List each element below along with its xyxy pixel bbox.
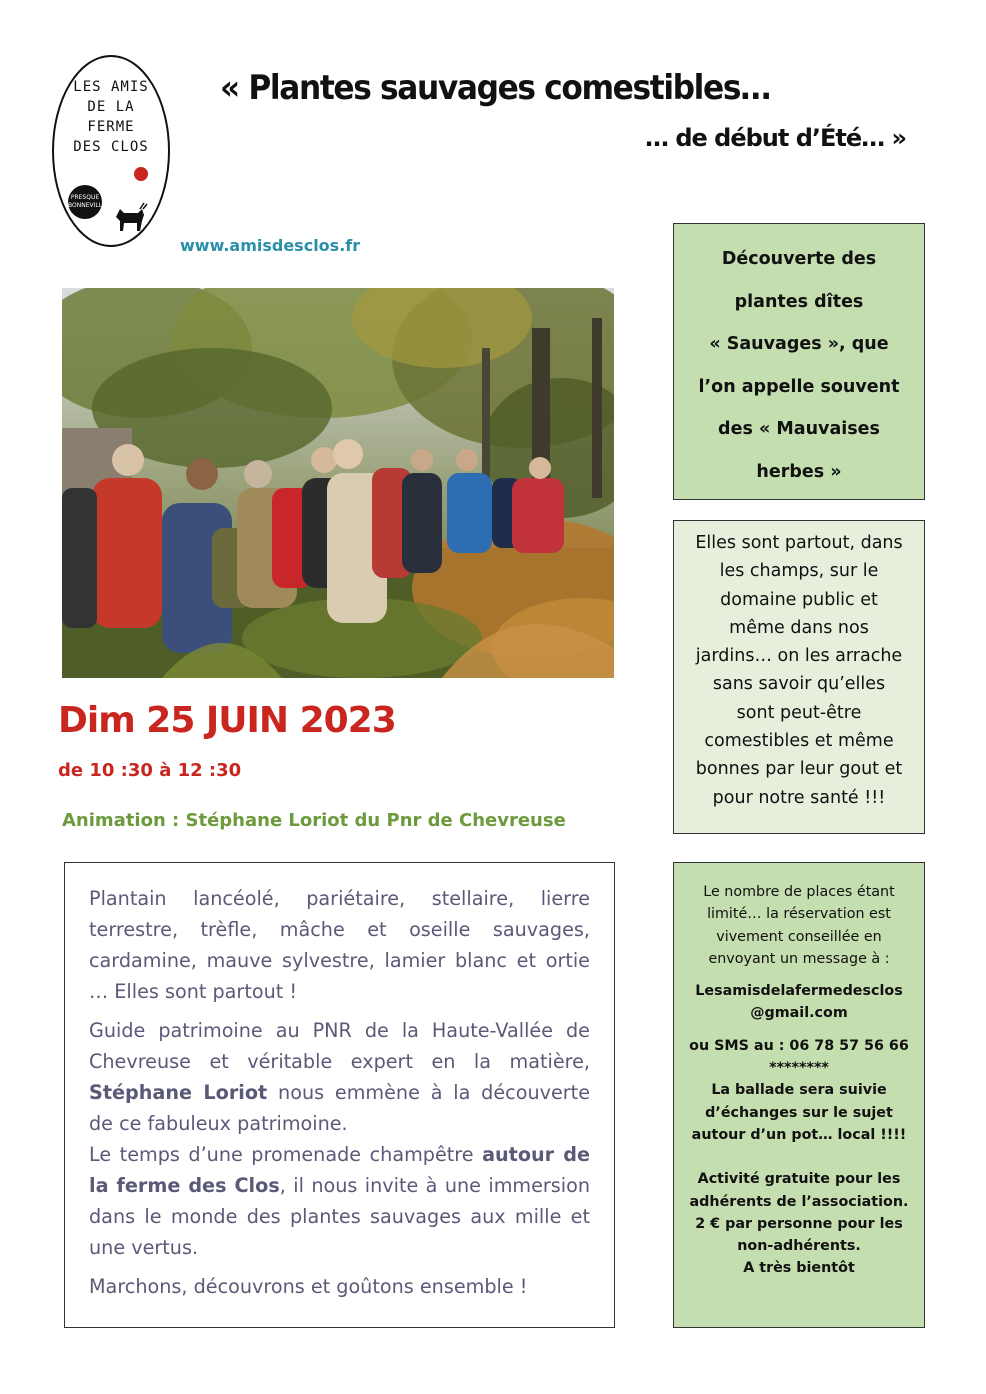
ballade-line: La ballade sera suivie (711, 1082, 887, 1099)
intro-box (673, 223, 925, 500)
logo-line: LES AMIS (73, 79, 149, 95)
description-paragraph: Guide patrimoine au PNR de la Haute-Vallée de Chevreuse et véritable expert en la matière, Stéphane Loriot nous emmène à la découverte de ce fabuleux patrimoine. (89, 1019, 590, 1135)
ballade-line: autour d’un pot… local !!!! (691, 1126, 907, 1143)
description-paragraph: Le temps d’une promenade champêtre autour de la ferme des Clos, il nous invite à une immersion dans le monde des plantes sauvages aux mille et une vertus. (89, 1143, 591, 1259)
guide-name: Stéphane Loriot (89, 1081, 268, 1104)
logo-text (54, 77, 168, 157)
event-animator: Animation : Stéphane Loriot du Pnr de Chevreuse (62, 810, 566, 831)
page-subtitle: … de début d’Été… » (644, 124, 906, 152)
email-domain[interactable]: @gmail.com (750, 1005, 848, 1022)
intro-line: « Sauvages », que (709, 334, 889, 354)
tomato-icon (134, 167, 148, 181)
logo-line: DE LA (87, 99, 135, 115)
logo (52, 55, 170, 247)
description-box (64, 862, 615, 1328)
intro-line: plantes dîtes (734, 291, 864, 312)
intro-line: herbes » (756, 461, 842, 482)
info-line: sont peut-être (736, 702, 862, 723)
goat-icon (110, 197, 150, 237)
info-line: pour notre santé !!! (712, 787, 886, 808)
info-line: bonnes par leur gout et (695, 759, 903, 780)
info-line: sans savoir qu’elles (712, 674, 886, 695)
info-line: Elles sont partout, dans (695, 533, 903, 553)
website-link[interactable]: www.amisdesclos.fr (180, 236, 361, 255)
ballade-line: d’échanges sur le sujet (705, 1104, 893, 1121)
logo-badge: PRESQUE BONNEVILLE! (68, 185, 102, 219)
intro-line: l’on appelle souvent (698, 376, 900, 397)
intro-line: des « Mauvaises (718, 419, 880, 439)
info-line: jardins… on les arrache (695, 646, 903, 667)
logo-line: FERME (87, 119, 135, 135)
pricing-line: Activité gratuite pour les (697, 1171, 901, 1188)
info-box (673, 520, 925, 834)
email-address[interactable]: Lesamisdelafermedesclos (695, 983, 903, 1000)
intro-line: Découverte des (721, 249, 877, 269)
page-title: « Plantes sauvages comestibles… (220, 68, 770, 108)
info-line: domaine public et (720, 589, 878, 610)
description-paragraph: Plantain lancéolé, pariétaire, stellaire, lierre terrestre, trèfle, mâche et oseille sauvages, cardamine, mauve sylvestre, lamier blanc et ortie … Elles sont partout ! (89, 887, 590, 1003)
farewell-line: A très bientôt (743, 1260, 855, 1277)
event-date: Dim 25 JUIN 2023 (58, 700, 396, 741)
info-line: les champs, sur le (719, 561, 879, 582)
info-line: comestibles et même (704, 731, 894, 752)
sms-number: ou SMS au : 06 78 57 56 66 (689, 1037, 909, 1054)
pricing-line: 2 € par personne pour les (695, 1215, 903, 1232)
pricing-line: non-adhérents. (737, 1238, 861, 1255)
reservation-line: vivement conseillée en (716, 928, 882, 945)
group-photo (62, 288, 614, 678)
logo-line: DES CLOS (73, 139, 149, 155)
reservation-line: Le nombre de places étant (703, 884, 895, 900)
event-time: de 10 :30 à 12 :30 (58, 760, 242, 781)
info-line: même dans nos (729, 617, 869, 638)
pricing-line: adhérents de l’association. (689, 1193, 909, 1210)
photo-illustration (62, 288, 614, 678)
closing-line: Marchons, découvrons et goûtons ensemble ! (89, 1275, 528, 1298)
reservation-box (673, 862, 925, 1328)
reservation-line: envoyant un message à : (708, 950, 890, 967)
reservation-line: limité… la réservation est (707, 906, 891, 923)
location-name: autour de la ferme des Clos (89, 1143, 590, 1197)
separator-stars: ******** (769, 1060, 829, 1077)
